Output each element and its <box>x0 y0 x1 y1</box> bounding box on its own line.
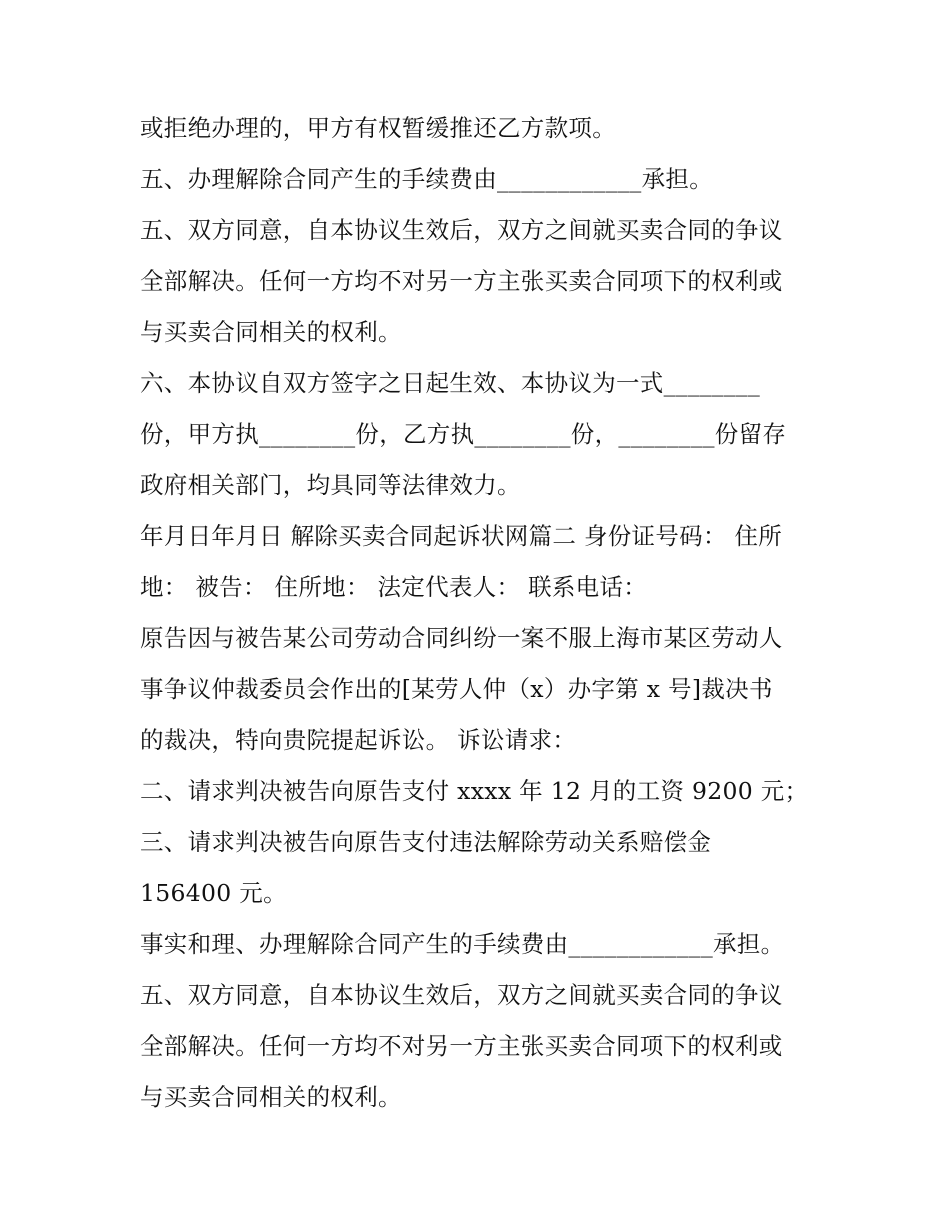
text-line: 年月日年月日 解除买卖合同起诉状网篇二 身份证号码： 住所 <box>140 522 783 550</box>
text-line: 政府相关部门，均具同等法律效力。 <box>140 471 521 499</box>
text-line: 二、请求判决被告向原告支付 xxxx 年 12 月的工资 9200 元； <box>140 777 809 805</box>
text-line: 全部解决。任何一方均不对另一方主张买卖合同项下的权利或 <box>140 1032 783 1060</box>
text-line: 五、双方同意，自本协议生效后，双方之间就买卖合同的争议 <box>140 981 783 1009</box>
text-line: 五、办理解除合同产生的手续费由____________承担。 <box>140 165 713 193</box>
text-line: 的裁决，特向贵院提起诉讼。 诉讼请求： <box>140 726 577 754</box>
text-line: 全部解决。任何一方均不对另一方主张买卖合同项下的权利或 <box>140 267 783 295</box>
text-line: 事争议仲裁委员会作出的[某劳人仲（x）办字第 x 号]裁决书 <box>140 675 773 703</box>
text-line: 六、本协议自双方签字之日起生效、本协议为一式________ <box>140 369 760 397</box>
text-line: 五、双方同意，自本协议生效后，双方之间就买卖合同的争议 <box>140 216 783 244</box>
text-line: 原告因与被告某公司劳动合同纠纷一案不服上海市某区劳动人 <box>140 624 783 652</box>
text-line: 地： 被告： 住所地： 法定代表人： 联系电话： <box>140 573 648 601</box>
text-line: 与买卖合同相关的权利。 <box>140 1083 402 1111</box>
document-body <box>140 103 830 1123</box>
text-line: 或拒绝办理的，甲方有权暂缓推还乙方款项。 <box>140 114 616 142</box>
text-line: 事实和理、办理解除合同产生的手续费由____________承担。 <box>140 930 785 958</box>
text-line: 156400 元。 <box>140 879 287 907</box>
text-line: 与买卖合同相关的权利。 <box>140 318 402 346</box>
text-line: 份，甲方执________份，乙方执________份，________份留存 <box>140 420 787 448</box>
text-line: 三、请求判决被告向原告支付违法解除劳动关系赔偿金 <box>140 828 712 856</box>
